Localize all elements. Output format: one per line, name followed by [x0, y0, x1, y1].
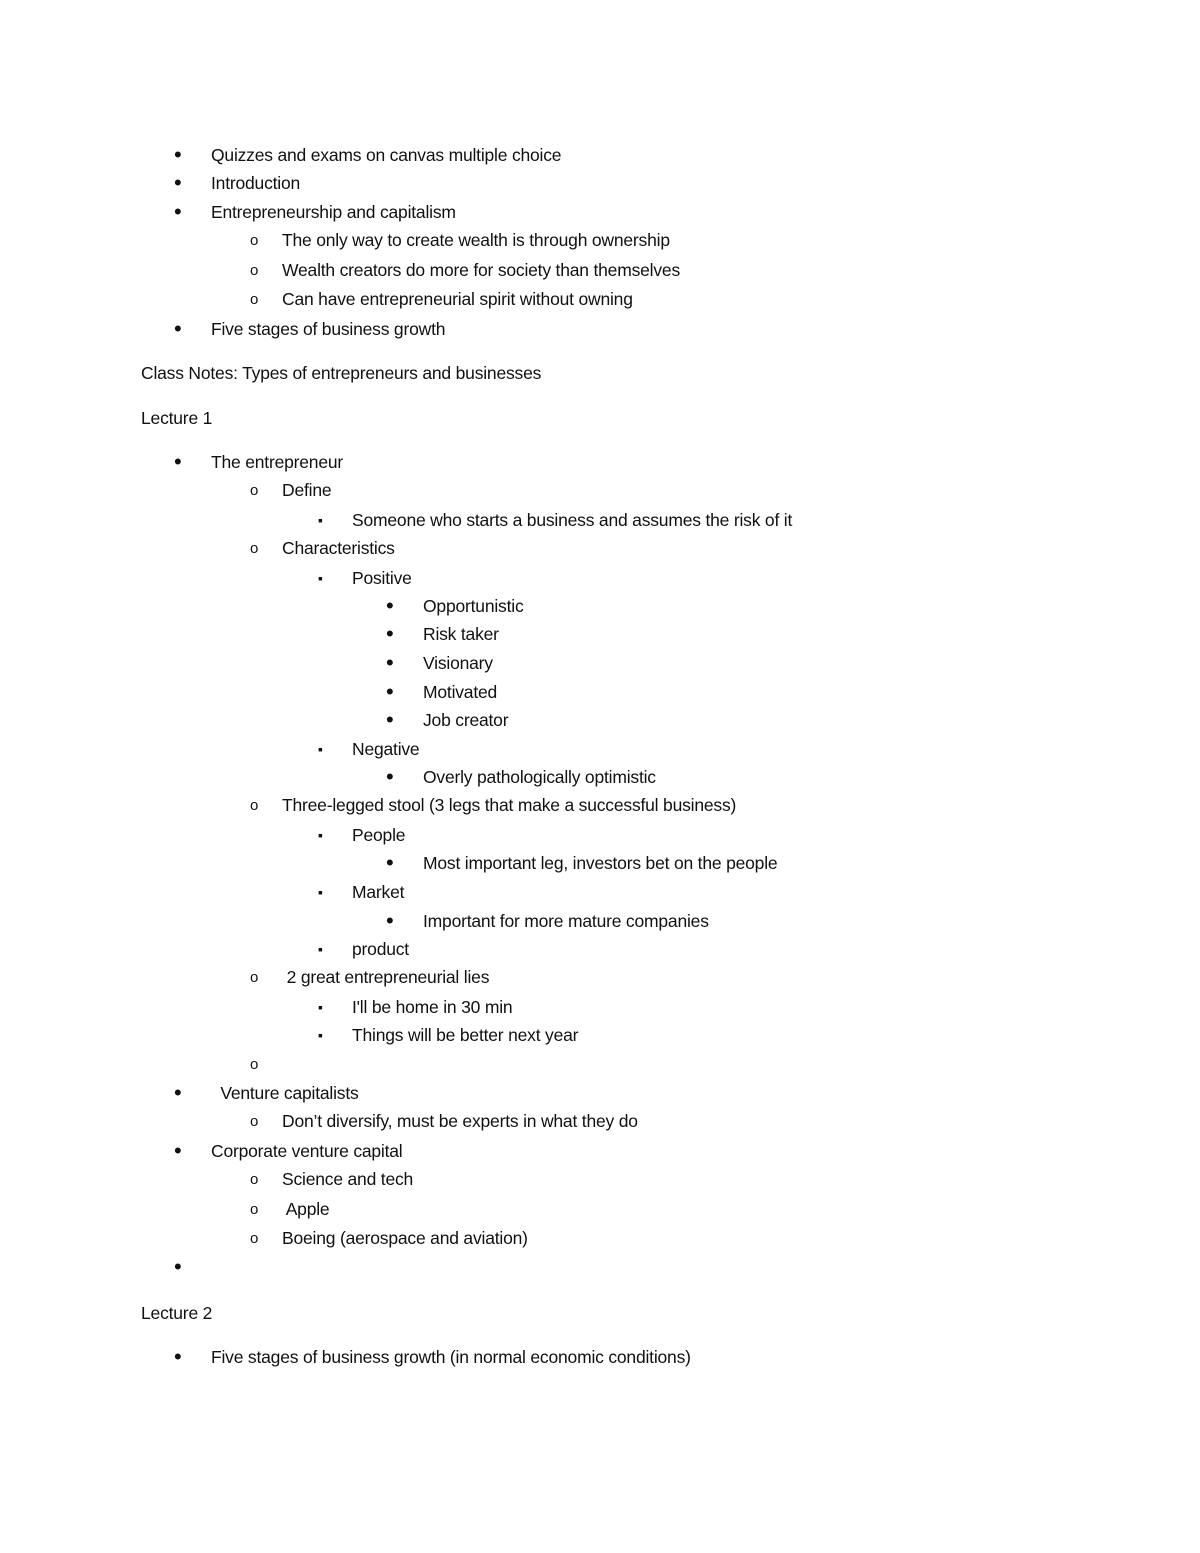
square-bullet-icon — [318, 737, 323, 761]
line-text: Boeing (aerospace and aviation) — [282, 1228, 528, 1248]
line-text: Entrepreneurship and capitalism — [211, 202, 456, 222]
square-bullet-icon — [318, 566, 323, 590]
circle-bullet-icon — [250, 478, 258, 503]
line-text: Things will be better next year — [352, 1025, 579, 1045]
line-text: Job creator — [423, 710, 509, 730]
line-text: Market — [352, 882, 405, 902]
line-text: People — [352, 825, 406, 845]
line-text: Class Notes: Types of entrepreneurs and businesses — [141, 363, 542, 383]
circle-bullet-icon — [250, 536, 258, 561]
circle-bullet-icon — [250, 1167, 258, 1192]
line-text: Positive — [352, 568, 412, 588]
line-text: Quizzes and exams on canvas multiple choice — [211, 145, 562, 165]
line-text: Most important leg, investors bet on the people — [423, 853, 778, 873]
line-text: The only way to create wealth is through ownership — [282, 230, 670, 250]
disc-bullet-icon — [174, 143, 182, 169]
square-bullet-icon — [318, 880, 323, 904]
line-text: Someone who starts a business and assumes the risk of it — [352, 510, 793, 530]
disc-bullet-icon — [174, 1255, 182, 1281]
disc-bullet-icon — [386, 851, 394, 877]
disc-bullet-icon — [174, 171, 182, 197]
line-text: Visionary — [423, 653, 493, 673]
line-text: Introduction — [211, 173, 301, 193]
disc-bullet-icon — [386, 651, 394, 677]
line-text: Characteristics — [282, 538, 395, 558]
line-text: Apple — [282, 1199, 330, 1219]
circle-bullet-icon — [250, 287, 258, 312]
disc-bullet-icon — [174, 1345, 182, 1371]
line-text: Five stages of business growth (in normal economic conditions) — [211, 1347, 691, 1367]
line-text: product — [352, 939, 409, 959]
line-text: Wealth creators do more for society than themselves — [282, 260, 680, 280]
disc-bullet-icon — [386, 622, 394, 648]
disc-bullet-icon — [386, 909, 394, 935]
square-bullet-icon — [318, 995, 323, 1019]
circle-bullet-icon — [250, 1109, 258, 1134]
line-text: Science and tech — [282, 1169, 414, 1189]
square-bullet-icon — [318, 823, 323, 847]
line-text: Lecture 2 — [141, 1303, 213, 1323]
line-text: Define — [282, 480, 332, 500]
disc-bullet-icon — [174, 317, 182, 343]
disc-bullet-icon — [174, 200, 182, 226]
circle-bullet-icon — [250, 1197, 258, 1222]
line-text: 2 great entrepreneurial lies — [282, 967, 490, 987]
line-text: Opportunistic — [423, 596, 524, 616]
disc-bullet-icon — [386, 594, 394, 620]
line-text: Risk taker — [423, 624, 499, 644]
line-text: Motivated — [423, 682, 498, 702]
circle-bullet-icon — [250, 1226, 258, 1251]
disc-bullet-icon — [174, 1081, 182, 1107]
circle-bullet-icon — [250, 965, 258, 990]
circle-bullet-icon — [250, 228, 258, 253]
disc-bullet-icon — [174, 450, 182, 476]
square-bullet-icon — [318, 937, 323, 961]
disc-bullet-icon — [174, 1139, 182, 1165]
line-text: Lecture 1 — [141, 408, 213, 428]
circle-bullet-icon — [250, 258, 258, 283]
line-text: Overly pathologically optimistic — [423, 767, 656, 787]
line-text: Venture capitalists — [211, 1083, 359, 1103]
disc-bullet-icon — [386, 680, 394, 706]
disc-bullet-icon — [386, 765, 394, 791]
square-bullet-icon — [318, 1023, 323, 1047]
line-text: Don’t diversify, must be experts in what they do — [282, 1111, 638, 1131]
circle-bullet-icon — [250, 793, 258, 818]
line-text: Negative — [352, 739, 420, 759]
line-text: Can have entrepreneurial spirit without owning — [282, 289, 633, 309]
line-text: The entrepreneur — [211, 452, 344, 472]
square-bullet-icon — [318, 508, 323, 532]
line-text: Important for more mature companies — [423, 911, 709, 931]
disc-bullet-icon — [386, 708, 394, 734]
circle-bullet-icon — [250, 1052, 258, 1077]
line-text: I'll be home in 30 min — [352, 997, 513, 1017]
line-text: Five stages of business growth — [211, 319, 446, 339]
line-text: Three-legged stool (3 legs that make a successful business) — [282, 795, 737, 815]
line-text: Corporate venture capital — [211, 1141, 403, 1161]
